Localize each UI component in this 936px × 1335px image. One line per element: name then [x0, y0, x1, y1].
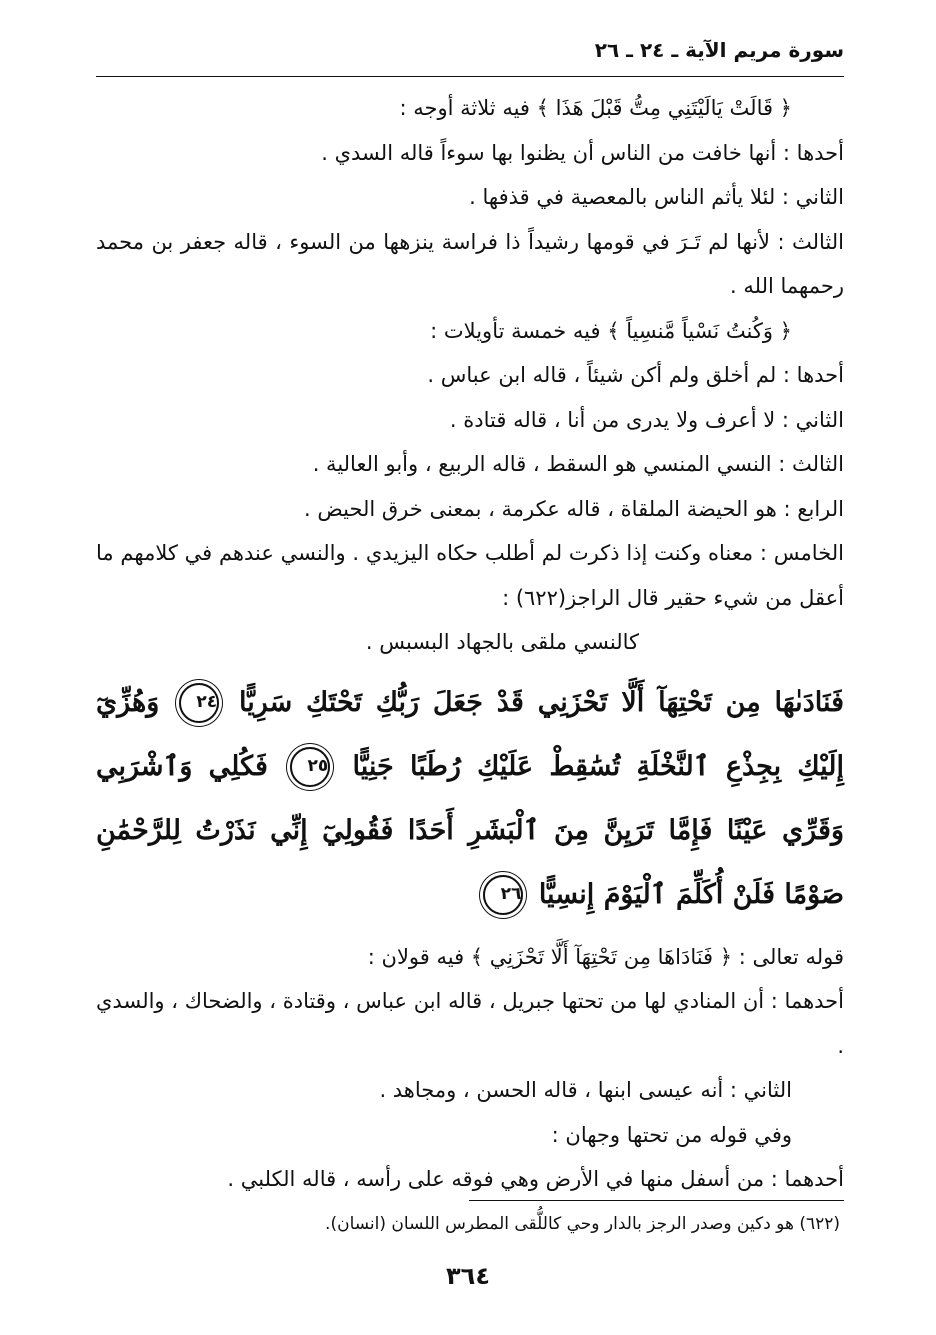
running-header: سورة مريم الآية ـ ٢٤ ـ ٢٦ — [594, 38, 844, 62]
paragraph: أحدهما : من أسفل منها في الأرض وهي فوقه على رأسه ، قاله الكلبي . — [227, 1167, 844, 1191]
paragraph: قوله تعالى : ﴿ فَنَادَاهَا مِن تَحْتِهَآ أَلَّا تَحْزَنِي ﴾ فيه قولان : — [367, 944, 844, 969]
ayah-number-marker: ٢٦ — [483, 875, 523, 915]
paragraph: الثاني : أنه عيسى ابنها ، قاله الحسن ، ومجاهد . — [379, 1078, 792, 1102]
ayah-number-marker: ٢٥ — [290, 747, 330, 787]
paragraph: الثاني : لا أعرف ولا يدرى من أنا ، قاله قتادة . — [449, 407, 844, 432]
paragraph: أحدها : لم أخلق ولم أكن شيئاً ، قاله ابن عباس . — [427, 363, 844, 387]
paragraph: وفي قوله من تحتها وجهان : — [551, 1122, 792, 1147]
footnote-rule — [469, 1200, 844, 1201]
page-number: ٣٦٤ — [446, 1262, 490, 1290]
paragraph: ﴿ وَكُنتُ نَسْياً مَّنسِياً ﴾ فيه خمسة تأويلات : — [430, 318, 792, 343]
paragraph: الخامس : معناه وكنت إذا ذكرت لم أطلب حكاه اليزيدي . والنسي عندهم في كلامهم ما أعقل من شيء حقير قال الراجز(٦٢٢) : — [96, 541, 844, 610]
paragraph: الثالث : لأنها لم تَـرَ في قومها رشيداً ذا فراسة ينزهها من السوء ، قاله جعفر بن محمد رحمهما الله . — [96, 229, 844, 298]
paragraph: الثالث : النسي المنسي هو السقط ، قاله الربيع ، وأبو العالية . — [312, 452, 844, 476]
paragraph: الرابع : هو الحيضة الملقاة ، قاله عكرمة ، بمعنى خرق الحيض . — [304, 496, 844, 521]
paragraph: ﴿ قَالَتْ يَالَيْتَنِي مِتُّ قَبْلَ هَذَا ﴾ فيه ثلاثة أوجه : — [399, 96, 792, 120]
quran-segment: وَهُزِّيٓ إِلَيْكِ بِجِذْعِ ٱلنَّخْلَةِ تُسَٰقِطْ عَلَيْكِ رُطَبًا جَنِيًّا — [96, 686, 844, 782]
paragraph: أحدها : أنها خافت من الناس أن يظنوا بها سوءاً قاله السدي . — [321, 140, 844, 165]
poem-verse: كالنسي ملقى بالجهاد البسبس . — [365, 630, 639, 654]
paragraph: أحدهما : أن المنادي لها من تحتها جبريل ، قاله ابن عباس ، وقتادة ، والضحاك ، والسدي . — [96, 989, 844, 1058]
quran-segment: فَنَادَىٰهَا مِن تَحْتِهَآ أَلَّا تَحْزَنِي قَدْ جَعَلَ رَبُّكِ تَحْتَكِ سَرِيًّا — [238, 686, 845, 718]
paragraph: الثاني : لئلا يأثم الناس بالمعصية في قذفها . — [469, 185, 844, 209]
quran-verses — [96, 671, 844, 927]
header-rule — [96, 76, 844, 77]
quran-segment: فَكُلِي وَٱشْرَبِي وَقَرِّي عَيْنًا فَإِمَّا تَرَيِنَّ مِنَ ٱلْبَشَرِ أَحَدًا فَقُولِيٓ إِنِّي نَذَرْتُ لِلرَّحْمَٰنِ صَوْمًا فَلَنْ أُكَلِّمَ ٱلْيَوْمَ إِنسِيًّا — [96, 750, 844, 910]
body-text — [96, 86, 844, 1202]
commentary-paragraphs — [96, 86, 844, 620]
footnote: (٦٢٢) هو دكين وصدر الرجز بالدار وحي كاللُّقى المطرس اللسان (انسان). — [325, 1214, 840, 1234]
ayah-number-marker: ٢٤ — [179, 683, 219, 723]
commentary-paragraphs-after — [96, 935, 844, 1202]
